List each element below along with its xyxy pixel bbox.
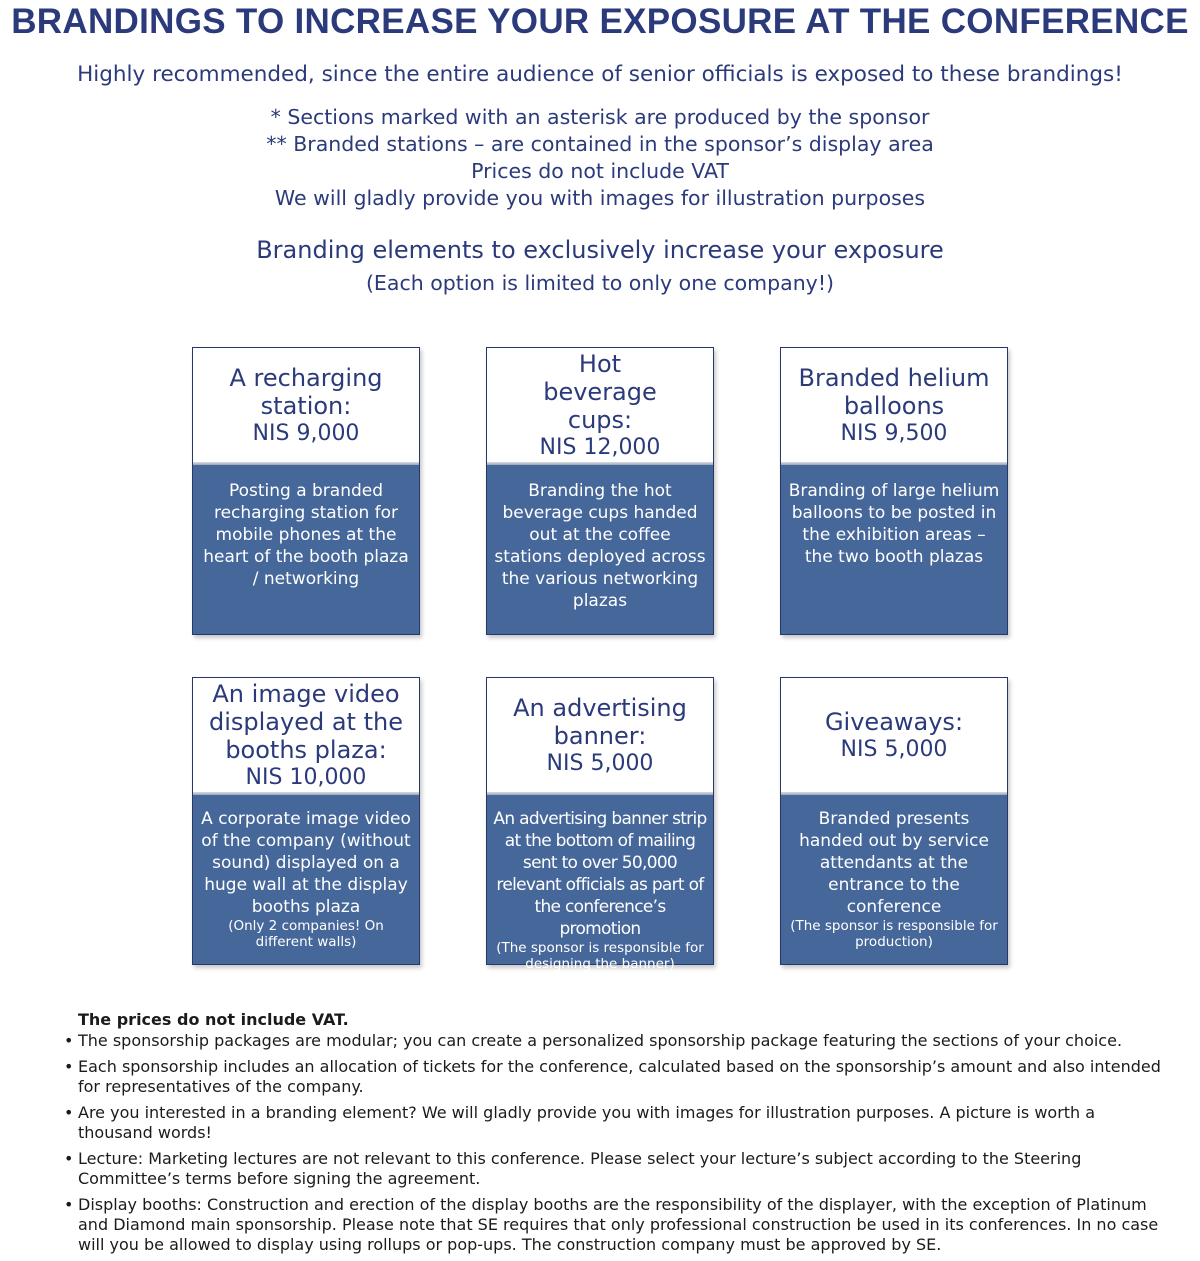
card-name: An advertising banner: bbox=[513, 693, 687, 750]
card-name: Branded helium balloons bbox=[798, 363, 990, 420]
card-header bbox=[487, 678, 713, 793]
card-name: Giveaways: bbox=[824, 707, 964, 736]
section-subheading: (Each option is limited to only one company!) bbox=[365, 271, 835, 295]
card-price: NIS 12,000 bbox=[539, 434, 661, 460]
card-body bbox=[781, 465, 1007, 634]
note-vat: Prices do not include VAT bbox=[471, 159, 729, 183]
card-price: NIS 9,500 bbox=[840, 420, 948, 446]
card-helium-balloons bbox=[780, 347, 1008, 635]
notes-block bbox=[0, 104, 1200, 212]
card-body bbox=[487, 465, 713, 634]
note-asterisk: * Sections marked with an asterisk are produced by the sponsor bbox=[270, 105, 930, 129]
note-double-asterisk: ** Branded stations – are contained in the sponsor’s display area bbox=[266, 132, 934, 156]
section-heading: Branding elements to exclusively increase your exposure bbox=[256, 236, 944, 264]
list-item: • Each sponsorship includes an allocation of tickets for the conference, calculated based on the sponsorship’s amount and also intended for representatives of the company. bbox=[62, 1057, 1172, 1097]
card-name: Hot beverage cups: bbox=[543, 349, 657, 434]
card-header bbox=[781, 348, 1007, 463]
card-description: A corporate image video of the company (without sound) displayed on a huge wall at the display booths plaza bbox=[201, 809, 411, 917]
card-giveaways bbox=[780, 677, 1008, 965]
card-name: A recharging station: bbox=[229, 363, 383, 420]
card-price: NIS 5,000 bbox=[840, 736, 948, 762]
card-note: (The sponsor is responsible for production) bbox=[790, 918, 998, 950]
card-header bbox=[193, 678, 419, 793]
card-description: Posting a branded recharging station for mobile phones at the heart of the booth plaza / networking bbox=[203, 481, 409, 589]
card-name: An image video displayed at the booths plaza: bbox=[209, 679, 403, 764]
list-item: • The sponsorship packages are modular; you can create a personalized sponsorship package featuring the sections of your choice. bbox=[62, 1031, 1172, 1051]
page-subtitle: Highly recommended, since the entire audience of senior officials is exposed to these brandings! bbox=[77, 62, 1123, 87]
card-description: Branding of large helium balloons to be posted in the exhibition areas – the two booth plazas bbox=[788, 481, 1000, 567]
card-recharging-station bbox=[192, 347, 420, 635]
card-note: (Only 2 companies! On different walls) bbox=[228, 918, 384, 950]
terms-list bbox=[62, 1031, 1172, 1255]
card-description: An advertising banner strip at the bottom of mailing sent to over 50,000 relevant officials as part of the conference’s promotion bbox=[493, 809, 707, 939]
list-item: • Are you interested in a branding element? We will gladly provide you with images for illustration purposes. A picture is worth a thousand words! bbox=[62, 1103, 1172, 1143]
page-title: BRANDINGS TO INCREASE YOUR EXPOSURE AT THE CONFERENCE bbox=[11, 2, 1189, 41]
footer-heading: The prices do not include VAT. bbox=[78, 1010, 349, 1029]
list-item: • Display booths: Construction and erection of the display booths are the responsibility of the displayer, with the exception of Platinum and Diamond main sponsorship. Please note that SE requires that only professional construction be used in its conferences. In no case will you be allowed to display using rollups or pop-ups. The construction company must be approved by SE. bbox=[62, 1195, 1172, 1255]
card-note: (The sponsor is responsible for designing the banner) bbox=[496, 940, 704, 972]
card-description: Branding the hot beverage cups handed out at the coffee stations deployed across the various networking plazas bbox=[494, 481, 706, 611]
card-body bbox=[193, 795, 419, 964]
card-header bbox=[193, 348, 419, 463]
card-image-video bbox=[192, 677, 420, 965]
card-body bbox=[781, 795, 1007, 964]
card-header bbox=[781, 678, 1007, 793]
card-price: NIS 9,000 bbox=[252, 420, 360, 446]
list-item: • Lecture: Marketing lectures are not relevant to this conference. Please select your lecture’s subject according to the Steering Committee’s terms before signing the agreement. bbox=[62, 1149, 1172, 1189]
card-header bbox=[487, 348, 713, 463]
card-price: NIS 10,000 bbox=[245, 764, 367, 790]
note-images: We will gladly provide you with images for illustration purposes bbox=[274, 186, 926, 210]
card-body bbox=[487, 795, 713, 972]
card-hot-beverage-cups bbox=[486, 347, 714, 635]
card-price: NIS 5,000 bbox=[546, 750, 654, 776]
card-advertising-banner bbox=[486, 677, 714, 972]
card-description: Branded presents handed out by service attendants at the entrance to the conference bbox=[799, 809, 989, 917]
footer-terms bbox=[62, 1010, 1172, 1261]
card-body bbox=[193, 465, 419, 634]
